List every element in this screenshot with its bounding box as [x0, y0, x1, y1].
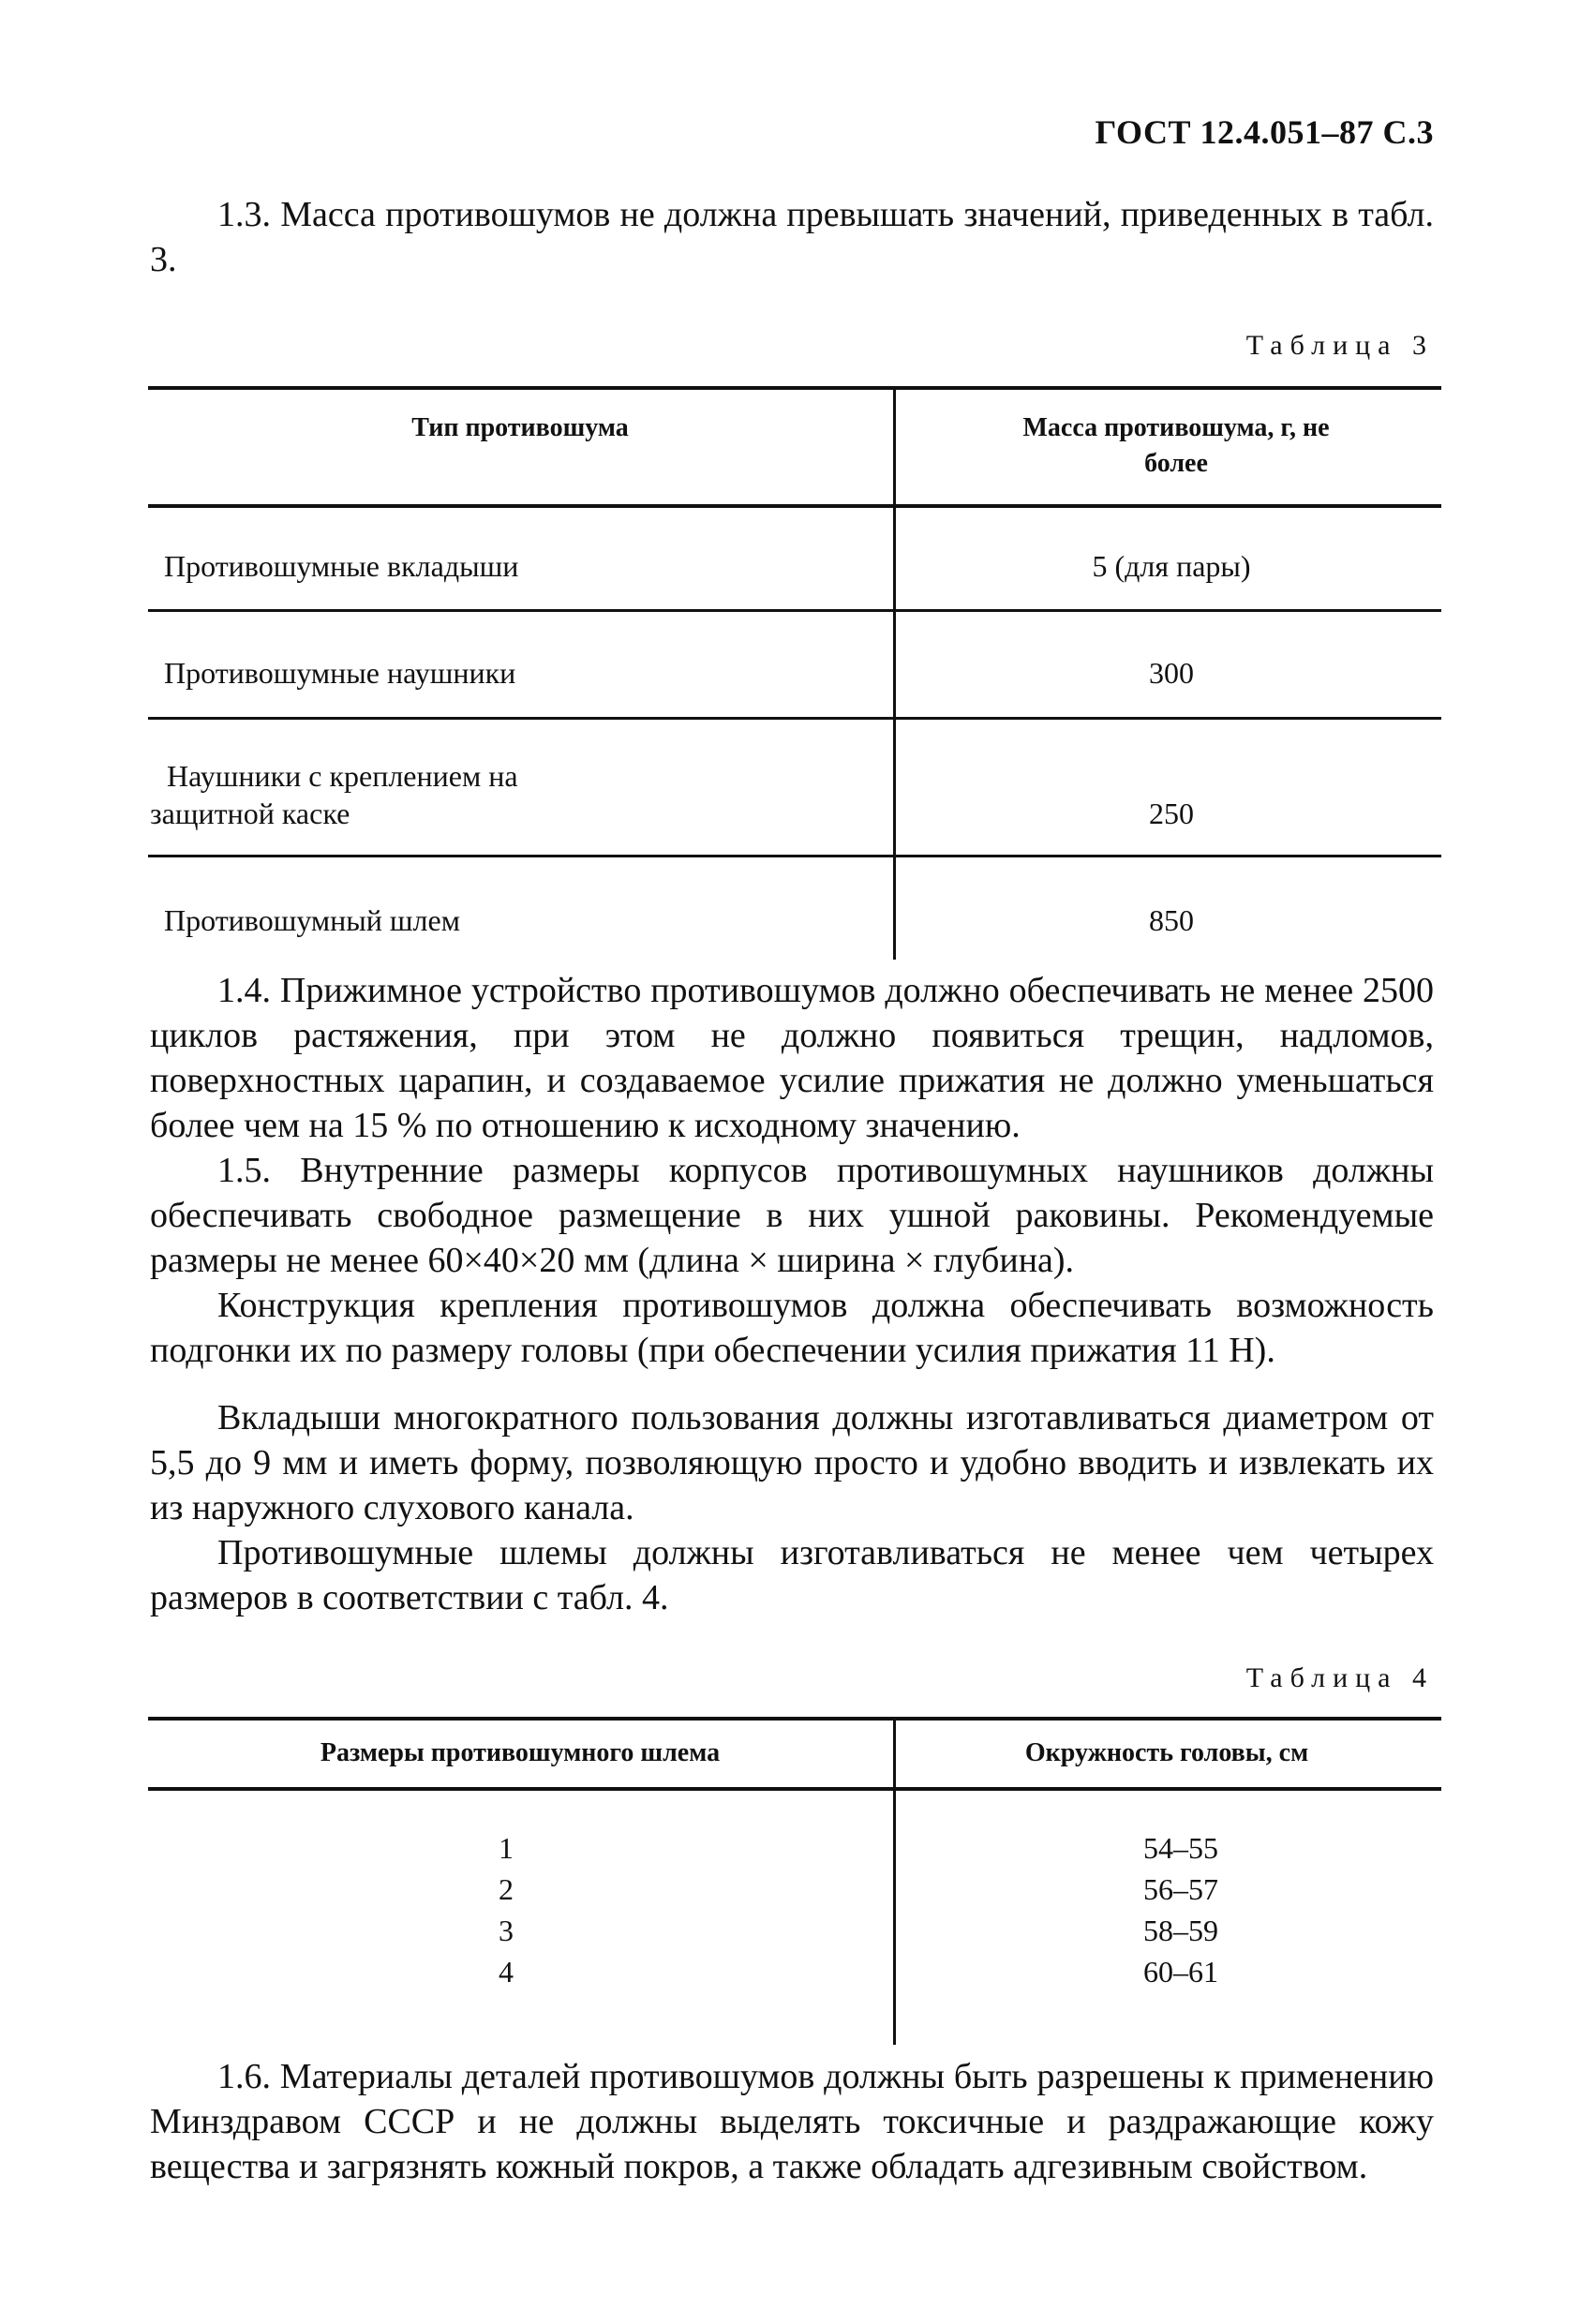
- table-4-row-1-size: 1: [499, 1831, 514, 1865]
- table-3-header-type: Тип противошума: [411, 413, 629, 442]
- paragraph-1-3: 1.3. Масса противошумов не должна превышать значений, приведенных в табл. 3.: [150, 195, 1434, 279]
- table-3-row-1-type: Противошумные вкладыши: [164, 549, 519, 583]
- table-4-caption: Таблица 4: [1245, 1662, 1434, 1693]
- paragraph-1-5: 1.5. Внутренние размеры корпусов противошумных наушников должны обеспечивать свободное размещение в них ушной раковины. Рекомендуемые размеры не менее 60×40×20 мм (длина × ширина × глубина).: [150, 1151, 1434, 1280]
- table-3-top-rule: [148, 386, 1441, 390]
- table-4-header-rule: [148, 1787, 1441, 1791]
- paragraph-1-5-helmets: Противошумные шлемы должны изготавливаться не менее чем четырех размеров в соответствии с табл. 4.: [150, 1533, 1434, 1617]
- table-4-header-circumference: Окружность головы, см: [1024, 1738, 1309, 1767]
- table-3-row-3-type: Наушники с креплением на защитной каске: [150, 759, 518, 830]
- table-3-row-rule: [148, 609, 1441, 612]
- table-3-row-3-mass: 250: [1149, 797, 1194, 830]
- table-4-row-2-size: 2: [499, 1872, 514, 1906]
- table-4-row-3-size: 3: [499, 1914, 514, 1947]
- table-3-row-rule: [148, 855, 1441, 857]
- table-3-row-4-type: Противошумный шлем: [164, 903, 460, 937]
- table-3-column-divider: [893, 386, 896, 960]
- table-3-row-4-mass: 850: [1149, 903, 1194, 937]
- table-4-row-4-size: 4: [499, 1955, 514, 1989]
- table-4-top-rule: [148, 1717, 1441, 1721]
- table-4-row-1-circumference: 54–55: [1143, 1831, 1218, 1865]
- table-3-row-rule: [148, 717, 1441, 720]
- table-4-header-size: Размеры противошумного шлема: [320, 1738, 721, 1767]
- table-3-header-rule: [148, 504, 1441, 508]
- table-3-caption: Таблица 3: [1245, 330, 1434, 361]
- paragraph-1-4: 1.4. Прижимное устройство противошумов должно обеспечивать не менее 2500 циклов растяжения, при этом не должно появиться трещин, надломов, поверхностных царапин, и создаваемое усилие прижатия не должно уменьшаться более чем на 15 % по отношению к исходному значению.: [150, 971, 1434, 1145]
- table-4-row-2-circumference: 56–57: [1143, 1872, 1218, 1906]
- table-3-row-1-mass: 5 (для пары): [1092, 549, 1251, 583]
- table-4-column-divider: [893, 1717, 896, 2045]
- table-3-row-2-mass: 300: [1149, 656, 1194, 690]
- table-3-row-2-type: Противошумные наушники: [164, 656, 516, 690]
- document-header: ГОСТ 12.4.051–87 С.3: [1095, 113, 1434, 151]
- table-4-row-4-circumference: 60–61: [1143, 1955, 1218, 1989]
- paragraph-1-6: 1.6. Материалы деталей противошумов должны быть разрешены к применению Минздравом СССР и не должны выделять токсичные и раздражающие кожу вещества и загрязнять кожный покров, а также обладать адгезивным свойством.: [150, 2057, 1434, 2186]
- table-3-header-mass: Масса противошума, г, не более: [1022, 413, 1330, 478]
- paragraph-1-5-fitting: Конструкция крепления противошумов должна обеспечивать возможность подгонки их по размеру головы (при обеспечении усилия прижатия 11 Н).: [150, 1286, 1434, 1370]
- paragraph-1-5-inserts: Вкладыши многократного пользования должны изготавливаться диаметром от 5,5 до 9 мм и иметь форму, позволяющую просто и удобно вводить и извлекать их из наружного слухового канала.: [150, 1398, 1434, 1527]
- table-4-row-3-circumference: 58–59: [1143, 1914, 1218, 1947]
